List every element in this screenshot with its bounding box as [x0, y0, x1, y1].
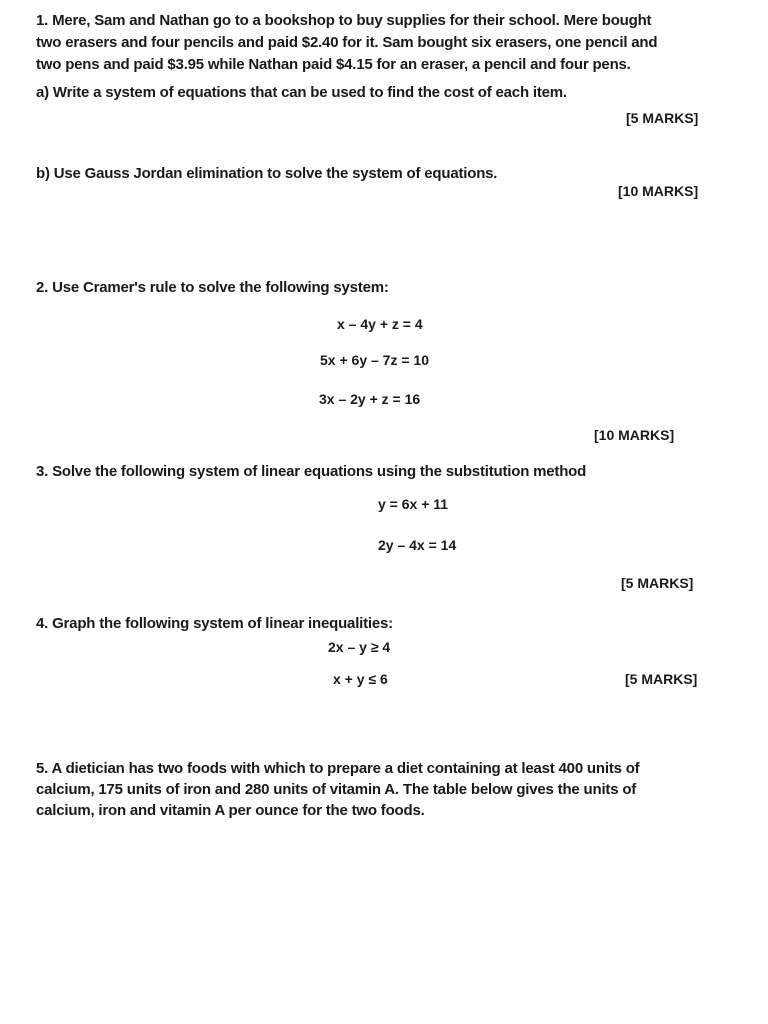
q4-inequality-2: x + y ≤ 6: [333, 671, 388, 687]
q4-marks: [5 MARKS]: [625, 671, 698, 687]
q3-equation-2: 2y – 4x = 14: [378, 537, 457, 553]
q3-marks: [5 MARKS]: [621, 575, 694, 591]
q4-prompt: 4. Graph the following system of linear inequalities:: [36, 615, 393, 632]
q1-line-1: 1. Mere, Sam and Nathan go to a bookshop to buy supplies for their school. Mere bought: [36, 12, 652, 29]
q2-equation-2: 5x + 6y – 7z = 10: [320, 352, 429, 368]
q1-part-b: b) Use Gauss Jordan elimination to solve the system of equations.: [36, 165, 498, 182]
q3-prompt: 3. Solve the following system of linear equations using the substitution method: [36, 463, 587, 480]
q2-equation-3: 3x – 2y + z = 16: [319, 391, 421, 407]
q5-line-2: calcium, 175 units of iron and 280 units of vitamin A. The table below gives the units of: [36, 781, 637, 798]
q2-prompt: 2. Use Cramer's rule to solve the following system:: [36, 279, 389, 296]
q1-part-a: a) Write a system of equations that can be used to find the cost of each item.: [36, 84, 567, 101]
q2-marks: [10 MARKS]: [594, 427, 675, 443]
q1-line-3: two pens and paid $3.95 while Nathan paid $4.15 for an eraser, a pencil and four pens.: [36, 56, 631, 73]
q4-inequality-1: 2x – y ≥ 4: [328, 639, 391, 655]
q5-line-1: 5. A dietician has two foods with which to prepare a diet containing at least 400 units of: [36, 760, 640, 777]
q3-equation-1: y = 6x + 11: [378, 496, 449, 512]
q2-equation-1: x – 4y + z = 4: [337, 316, 423, 332]
q1-line-2: two erasers and four pencils and paid $2.40 for it. Sam bought six erasers, one pencil and: [36, 34, 658, 51]
q1a-marks: [5 MARKS]: [626, 110, 699, 126]
q5-line-3: calcium, iron and vitamin A per ounce for the two foods.: [36, 802, 425, 819]
q1b-marks: [10 MARKS]: [618, 183, 699, 199]
